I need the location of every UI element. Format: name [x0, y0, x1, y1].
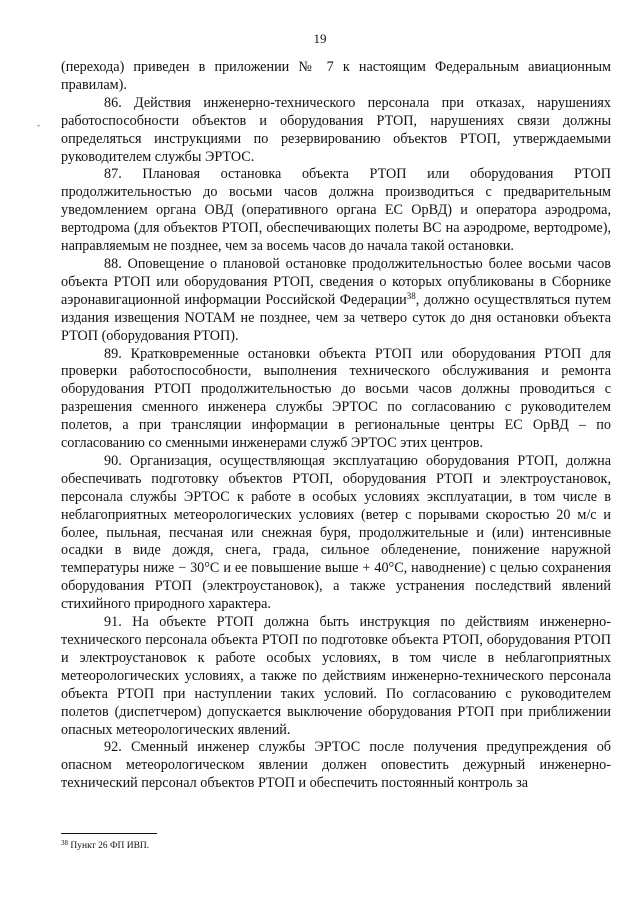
- footnote-number: 38: [61, 839, 68, 847]
- paragraph-87: 87. Плановая остановка объекта РТОП или оборудования РТОП продолжительностью до восьми часов должна производиться с предварительным уведомлением органа ОВД (оперативного органа ЕС ОрВД) и оператора аэродрома, вертодрома (для объектов РТОП, обеспечивающих полеты ВС на аэродроме, вертодроме), направляемым не позднее, чем за восемь часов до начала такой остановки.: [61, 166, 611, 255]
- paragraph-continuation: (перехода) приведен в приложении № 7 к настоящим Федеральным авиационным правилам).: [61, 59, 611, 93]
- paragraph-89: 89. Кратковременные остановки объекта РТОП или оборудования РТОП для проверки работоспособности, выполнения технического обслуживания и ремонта оборудования РТОП продолжительностью до восьми часов должны проводиться с разрешения сменного инженера службы ЭРТОС по согласованию с руководителем полетов, а при трансляции информации в региональные центры ЕС ОрВД – по согласованию со сменными инженерами служб ЭРТОС этих центров.: [61, 345, 611, 452]
- footnote-separator: [61, 833, 157, 834]
- paragraph-91: 91. На объекте РТОП должна быть инструкция по действиям инженерно-технического персонала объекта РТОП по подготовке объекта РТОП, оборудования РТОП и электроустановок к работе особых условиях, в том числе в неблагоприятных метеорологических условиях, а также по действиям инженерно-технического персонала объекта РТОП при наступлении таких условий. По согласованию с руководителем полетов (диспетчером) допускается выключение оборудования РТОП при приближении опасных метеорологических явлений.: [61, 614, 611, 738]
- paragraph-86: 86. Действия инженерно-технического персонала при отказах, нарушениях работоспособности объектов и оборудования РТОП, нарушениях связи должны определяться инструкциями по резервированию объектов РТОП, утверждаемыми руководителем службы ЭРТОС.: [61, 94, 611, 165]
- paragraph-90: 90. Организация, осуществляющая эксплуатацию оборудования РТОП, должна обеспечивать подготовку объектов РТОП, оборудования РТОП и электроустановок, персонала службы ЭРТОС к работе в особых условиях эксплуатации, в том числе в неблагоприятных метеорологических условиях (ветер с порывами скоростью 20 м/с и более, пыльная, песчаная или снежная буря, продолжительные и (или) интенсивные осадки в виде дождя, снега, града, сильное обледенение, понижение наружной температуры ниже − 30°С и ее повышение выше + 40°С, наводнение) с целью сохранения оборудования РТОП (электроустановок), а также устранения последствий явлений стихийного природного характера.: [61, 452, 611, 613]
- margin-mark: -: [37, 120, 40, 130]
- paragraph-92: 92. Сменный инженер службы ЭРТОС после получения предупреждения об опасном метеорологическом явлении должен оповестить дежурный инженерно-технический персонал объектов РТОП и обеспечить постоянный контроль за: [61, 739, 611, 792]
- paragraph-88: [61, 256, 611, 346]
- paragraph-88-text-end: , должно осуществляться путем издания извещения NOTAM не позднее, чем за четверо суток до дня остановки объекта РТОП (оборудования РТОП).: [61, 291, 611, 344]
- footnote-text: Пункт 26 ФП ИВП.: [68, 841, 150, 851]
- page-number: 19: [313, 31, 327, 46]
- paragraph-88-text-start: 88. Оповещение о плановой остановке продолжительностью более восьми часов объекта РТОП или оборудования РТОП, сведения о которых опубликованы в Сборнике аэронавигационной информации Российской Федерации: [61, 255, 611, 308]
- body-text: [61, 59, 611, 793]
- footnote: [61, 840, 149, 852]
- footnote-reference: 38: [406, 290, 416, 301]
